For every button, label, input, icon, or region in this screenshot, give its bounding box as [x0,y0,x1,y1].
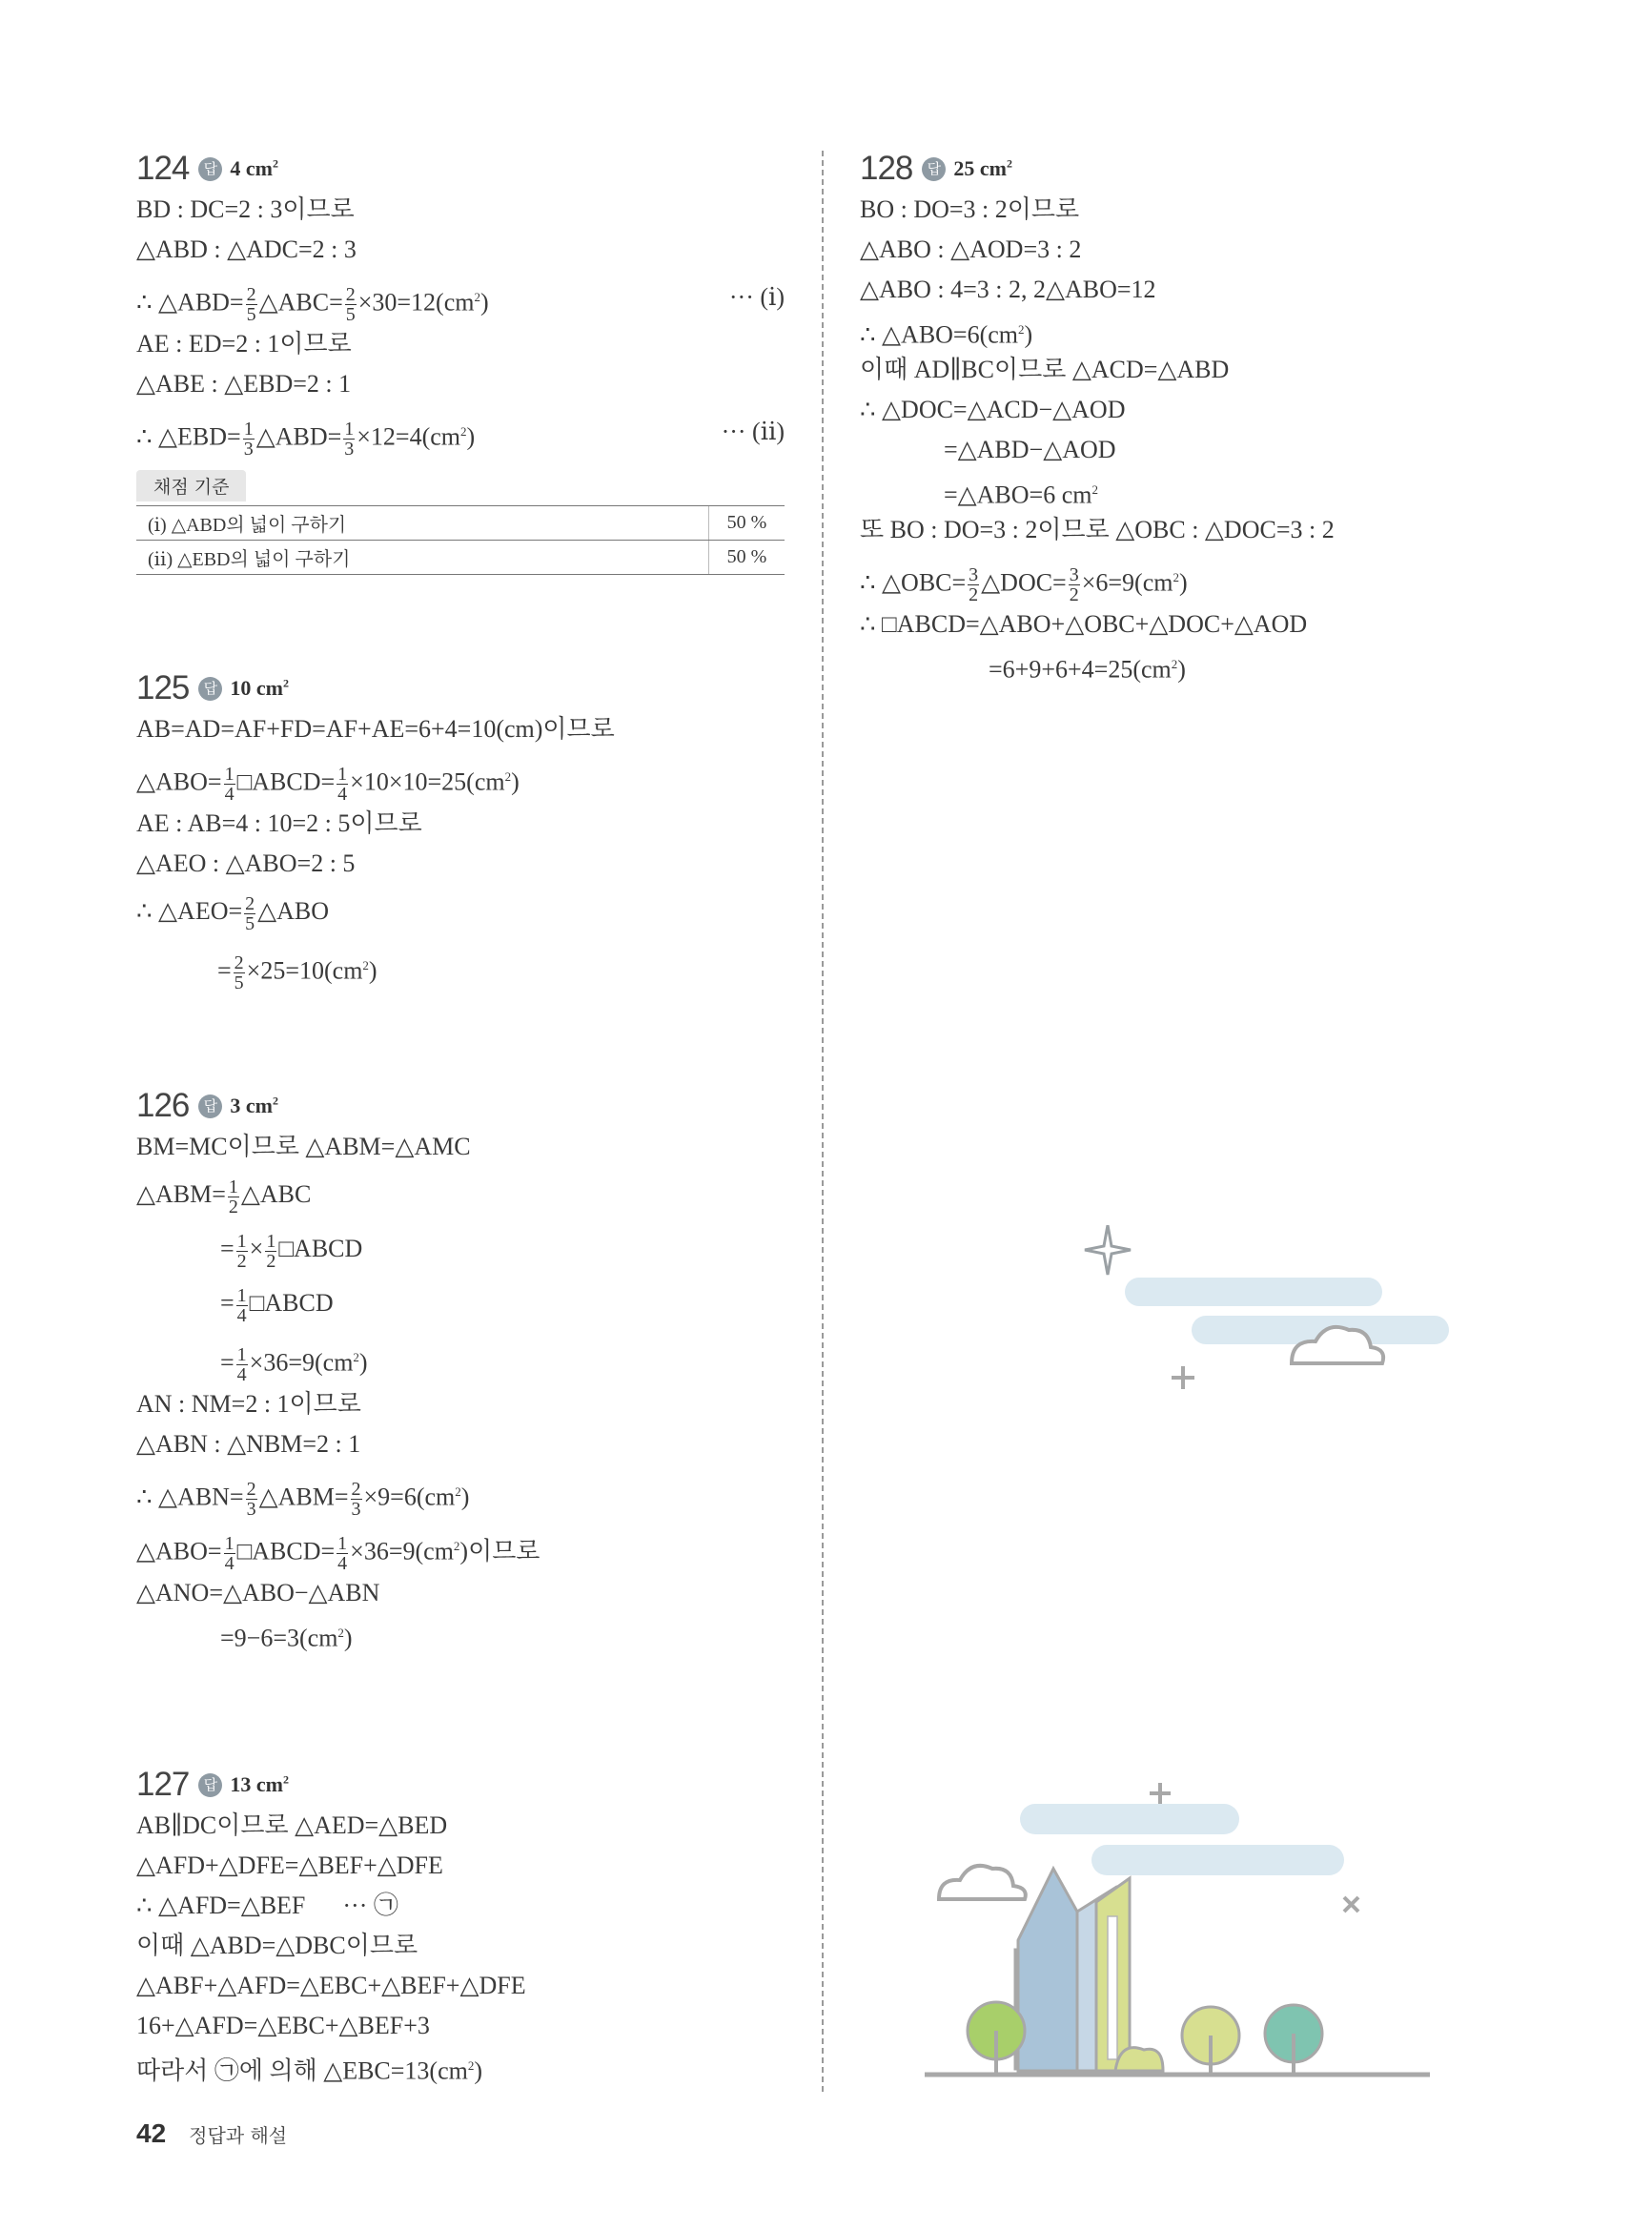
solution-line: =△ABO=6 $cm^2$ [944,481,1098,509]
fraction: $\frac{1}{4}$ [224,1533,235,1575]
sky-band [1125,1278,1382,1306]
fraction: $\frac{1}{4}$ [236,1284,247,1326]
grading-criteria [136,470,785,575]
bush [1115,2048,1163,2071]
problem-128 [860,148,1527,685]
fraction: $\frac{1}{4}$ [224,764,235,806]
answer-badge: 답 [198,1095,222,1118]
column-divider [822,151,824,2092]
fraction: $\frac{1}{4}$ [337,764,348,806]
solution-line: $=6+9+6+4=25(cm^2)$ [989,655,1186,684]
solution-line: ∴ △AEO= $\frac{2}{5}$ △ABO [136,892,330,934]
solution-line: BO : DO=3 : 2이므로 [860,195,1080,223]
solution-line: 이때 △ABD=△DBC이므로 [136,1932,418,1959]
solution-line: = $\frac{1}{2}$ × $\frac{1}{2}$ □ABCD [220,1230,363,1272]
solution-line: =△ABD−△AOD [944,436,1116,463]
fraction: $\frac{1}{4}$ [337,1533,348,1575]
problem-number: 126 [136,1087,190,1124]
problem-number: 124 [136,150,190,187]
answer-badge: 답 [198,1773,222,1797]
solution-line: △ABO : 4=3 : 2, 2△ABO=12 [860,276,1156,303]
solution-line: ∴ $\triangle ABO=6(cm^2)$ [860,320,1033,349]
criteria-table [136,505,785,575]
answer-badge: 답 [198,677,222,701]
criteria-text: (ⅰ) △ABD의 넓이 구하기 [136,506,709,541]
solution-line: AE : ED=2 : 1이므로 [136,330,352,358]
solution-line: 16+△AFD=△EBC+△BEF+3 [136,2012,430,2039]
answer-badge: 답 [198,157,222,181]
solution-line: △ABE : △EBD=2 : 1 [136,370,352,398]
criteria-title: 채점 기준 [136,470,246,501]
solution-line: = $\frac{2}{5}$ $\times 25=10(cm^2)$ [217,952,377,994]
building [1108,1916,1117,2059]
answer-value: 25 $cm^2$ [953,156,1012,180]
criteria-text: (ⅱ) △EBD의 넓이 구하기 [136,541,709,575]
table-row [136,506,785,541]
solution-line: ∴ △ABN= $\frac{2}{3}$ △ABM= $\frac{2}{3}$ $\times 9=6(cm^2)$ [136,1479,470,1521]
step-tag: ··· (ⅰ) [728,283,785,311]
problem-127 [136,1764,785,2086]
fraction: $\frac{3}{2}$ [969,564,979,606]
fraction: $\frac{2}{5}$ [246,284,256,326]
solution-line: 이때 AD∥BC이므로 △ACD=△ABD [860,356,1230,383]
answer-value: 4 $cm^2$ [230,156,278,180]
solution-line: △ABO= $\frac{1}{4}$ □ABCD= $\frac{1}{4}$ $\times 10\times 10=25(cm^2)$ [136,764,520,806]
fraction: $\frac{1}{2}$ [266,1230,276,1272]
solution-line: = $\frac{1}{4}$ □ABCD [220,1284,334,1326]
solution-line: △ABN : △NBM=2 : 1 [136,1430,361,1458]
solution-line: = $\frac{1}{4}$ $\times 36=9(cm^2)$ [220,1344,368,1386]
criteria-pct: 50 % [709,541,785,575]
step-tag: ··· (ⅱ) [721,418,785,445]
sparkle-icon [1085,1225,1131,1275]
close-icon [1344,1897,1358,1912]
cloud-sparkle-illustration [1077,1225,1458,1401]
answer-value: 13 $cm^2$ [230,1772,289,1796]
page-footer [136,2118,287,2149]
table-row [136,541,785,575]
solution-line: △ABO : △AOD=3 : 2 [860,235,1082,263]
solution-line: 또 BO : DO=3 : 2이므로 △OBC : △DOC=3 : 2 [860,516,1335,543]
fraction: $\frac{1}{3}$ [344,419,355,460]
fraction: $\frac{2}{5}$ [345,284,356,326]
fraction: $\frac{2}{5}$ [245,892,255,934]
solution-line: △ABM= $\frac{1}{2}$ △ABC [136,1176,312,1217]
problem-126 [136,1085,785,1653]
fraction: $\frac{2}{5}$ [234,952,244,994]
solution-line: 따라서 ㉠에 의해 $\triangle EBC=13(cm^2)$ [136,2056,483,2085]
fraction: $\frac{1}{3}$ [243,419,254,460]
problem-number: 128 [860,150,913,187]
footer-title: 정답과 해설 [189,2124,288,2147]
solution-line: ∴ △EBD= $\frac{1}{3}$ △ABD= $\frac{1}{3}$ $\times 12=4(cm^2)$ ··· (ⅱ) [136,404,785,459]
fraction: $\frac{1}{2}$ [228,1176,238,1217]
solution-line: ∴ △DOC=△ACD−△AOD [860,396,1126,423]
problem-125 [136,667,785,992]
solution-line: AB=AD=AF+FD=AF+AE=6+4=10(cm)이므로 [136,715,615,743]
solution-line: AN : NM=2 : 1이므로 [136,1390,361,1418]
answer-badge: 답 [922,157,946,181]
solution-line: AB∥DC이므로 △AED=△BED [136,1811,448,1839]
answer-value: 10 $cm^2$ [230,676,289,700]
fraction: $\frac{3}{2}$ [1069,564,1079,606]
solution-line: AE : AB=4 : 10=2 : 5이므로 [136,809,422,837]
solution-line: BD : DC=2 : 3이므로 [136,195,355,223]
solution-line: ∴ △OBC= $\frac{3}{2}$ △DOC= $\frac{3}{2}$ $\times 6=9(cm^2)$ [860,564,1188,606]
solution-line: △ANO=△ABO−△ABN [136,1579,380,1606]
cloud-icon [939,1866,1026,1899]
fraction: $\frac{2}{3}$ [246,1479,256,1521]
solution-line: △ABF+△AFD=△EBC+△BEF+△DFE [136,1972,526,1999]
answer-value: 3 $cm^2$ [230,1094,278,1117]
criteria-pct: 50 % [709,506,785,541]
solution-line: ∴ □ABCD=△ABO+△OBC+△DOC+△AOD [860,610,1308,638]
plus-icon [1150,1783,1171,1804]
fraction: $\frac{2}{3}$ [351,1479,361,1521]
plus-icon [1172,1366,1194,1389]
solution-line: BM=MC이므로 △ABM=△AMC [136,1133,471,1160]
sky-band [1020,1804,1239,1834]
solution-line: △ABD : △ADC=2 : 3 [136,235,357,263]
solution-line: △AFD+△DFE=△BEF+△DFE [136,1852,443,1879]
solution-line: ∴ △AFD=△BEF ··· ㉠ [136,1892,398,1919]
solution-line: △AEO : △ABO=2 : 5 [136,849,356,877]
sky-band [1091,1845,1344,1875]
solution-line: $=9-6=3(cm^2)$ [220,1624,353,1652]
problem-number: 127 [136,1766,190,1803]
city-illustration [920,1773,1439,2093]
problem-124 [136,148,785,575]
fraction: $\frac{1}{2}$ [236,1230,247,1272]
fraction: $\frac{1}{4}$ [236,1344,247,1386]
problem-number: 125 [136,669,190,706]
solution-line: ∴ △ABD= $\frac{2}{5}$ △ABC= $\frac{2}{5}$ $\times 30=12(cm^2)$ ··· (ⅰ) [136,270,785,324]
page-number: 42 [136,2118,167,2148]
solution-line: △ABO= $\frac{1}{4}$ □ABCD= $\frac{1}{4}$ $\times 36=9(cm^2)$이므로 [136,1533,540,1575]
building [1018,1869,1077,2071]
